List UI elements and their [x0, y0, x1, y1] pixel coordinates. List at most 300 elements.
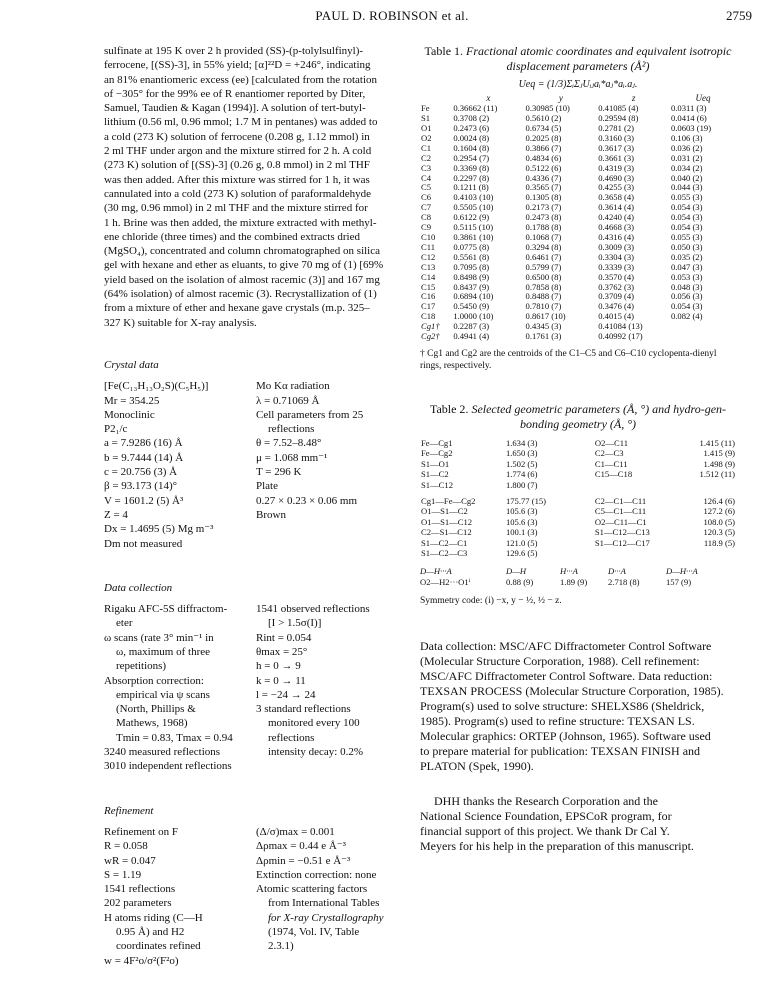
table-cell: 0.1068 (7) — [525, 231, 562, 242]
text-line: Samuel, Taudien & Kagan (1994)]. A solution of tert-butyl- — [104, 102, 366, 115]
table2-title: Selected geometric parameters (Å, °) and hydro-gen-bonding geometry (Å, °) — [471, 401, 727, 431]
table-cell: 0.2473 (8) — [525, 212, 562, 223]
table-cell: 0.7858 (8) — [525, 281, 562, 292]
text-line: to prepare material for publication: TEXSAN FINISH and — [420, 743, 701, 758]
text-line: National Science Foundation, EPSCoR program, for — [420, 808, 672, 823]
table-cell: 0.8498 (9) — [453, 271, 490, 282]
text-line: (273 K) solution of [(SS)-3] (0.26 g, 0.8 mmol) in 2 ml THF — [104, 159, 370, 172]
table-row — [420, 493, 736, 506]
bond-label: C5—C1—C11 — [594, 506, 647, 517]
refinement-item: Refinement on F — [104, 825, 178, 838]
table-cell: 0.3009 (3) — [598, 241, 635, 252]
bond-value: 1.774 (6) — [505, 469, 538, 480]
bond-label: Fe—Cg1 — [421, 437, 453, 448]
atom-label: C7 — [421, 202, 432, 213]
bond-label: C1—C11 — [594, 458, 628, 469]
table-cell: 0.1761 (3) — [525, 331, 562, 342]
collection-item: 3010 independent reflections — [104, 760, 232, 773]
refinement-item: Atomic scattering factors — [256, 883, 368, 896]
table1-caption — [420, 44, 736, 74]
collection-item: Tmin = 0.83, Tmax = 0.94 — [116, 731, 233, 744]
table1-formula: Ueq = (1/3)ΣᵢΣⱼUᵢⱼaᵢ*aⱼ*aᵢ.aⱼ. — [518, 79, 638, 90]
bond-label: S1—C2—C3 — [421, 548, 468, 559]
table-cell: 0.0603 (19) — [670, 123, 712, 134]
refinement-item: H atoms riding (C—H — [104, 911, 203, 924]
table-cell: 0.3861 (10) — [453, 231, 494, 242]
table-cell: 0.4668 (3) — [598, 222, 635, 233]
collection-item: θmax = 25° — [256, 645, 308, 658]
table-cell: 0.055 (3) — [670, 231, 703, 242]
atom-label: C16 — [421, 291, 436, 302]
crystal-item: a = 7.9286 (16) Å — [104, 437, 183, 450]
atom-label: C1 — [421, 142, 432, 153]
table-cell: 0.2473 (6) — [453, 123, 490, 134]
crystal-item: Cell parameters from 25 — [256, 408, 364, 421]
table-cell: 0.053 (3) — [670, 271, 703, 282]
atom-label: C9 — [421, 222, 432, 233]
table-cell: 0.3339 (3) — [598, 261, 635, 272]
crystal-item: V = 1601.2 (5) Å³ — [104, 494, 184, 507]
synthesis-paragraph — [104, 44, 404, 330]
table-cell: 0.2025 (8) — [525, 132, 562, 143]
text-line: ferrocene, [(SS)-3], in 55% yield; [α]²²D = +246°, indicating — [104, 59, 371, 72]
table-cell: 0.4690 (3) — [598, 172, 635, 183]
table-row — [420, 459, 736, 469]
text-line: (Molecular Structure Corporation, 1988). Cell refinement: — [420, 653, 700, 668]
atom-label: Fe — [421, 103, 430, 114]
refinement-item: wR = 0.047 — [104, 854, 156, 867]
bond-value: 105.6 (3) — [505, 506, 538, 517]
table-cell: 0.3617 (3) — [598, 142, 635, 153]
text-line: 327 K) suitable for X-ray analysis. — [104, 316, 257, 329]
table-cell: 0.6500 (8) — [525, 271, 562, 282]
table-cell: 0.8617 (10) — [525, 311, 566, 322]
table-cell: 0.2287 (3) — [453, 321, 490, 332]
table-cell: 0.41084 (13) — [598, 321, 643, 332]
table-cell: 0.031 (2) — [670, 152, 703, 163]
crystal-item: λ = 0.71069 Å — [256, 394, 320, 407]
bond-value: 127.2 (6) — [703, 506, 735, 517]
text-line: DHH thanks the Research Corporation and the — [434, 793, 658, 808]
bond-value: 1.415 (11) — [699, 437, 735, 448]
crystal-data-heading: Crystal data — [104, 358, 159, 371]
table-cell: 0.41085 (4) — [598, 103, 639, 114]
table-cell: 0.3570 (4) — [598, 271, 635, 282]
hbond-cell: O2—H2···O1ⁱ — [420, 577, 471, 588]
table-cell: 0.4345 (3) — [525, 321, 562, 332]
column-header: Ueq — [695, 93, 711, 104]
refinement-item: 0.95 Å) and H2 — [116, 926, 185, 939]
collection-item: h = 0 → 9 — [256, 660, 301, 673]
refinement-block — [104, 825, 404, 968]
text-line: of −305° for the 99% ee of R enantiomer reported by Diter, — [104, 87, 366, 100]
table-cell: 0.5505 (10) — [453, 202, 494, 213]
table-cell: 0.055 (3) — [670, 192, 703, 203]
refinement-item: Δρmax = 0.44 e Å⁻³ — [256, 840, 346, 853]
table-cell: 0.1788 (8) — [525, 222, 562, 233]
bond-value: 175.77 (15) — [505, 495, 547, 506]
refinement-item: 1541 reflections — [104, 883, 176, 896]
table-cell — [670, 322, 736, 332]
left-column — [104, 44, 404, 968]
bond-value — [680, 548, 736, 558]
bond-value: 1.415 (9) — [703, 448, 735, 459]
table-cell: 0.5561 (8) — [453, 251, 490, 262]
table2-number: Table 2. — [429, 401, 469, 416]
atom-label: Cg1† — [421, 321, 440, 332]
text-line: gel with hexane and ether as eluants, to give 70 mg of (1) [69% — [104, 259, 384, 272]
atom-label: C11 — [421, 241, 436, 252]
crystal-data-block — [104, 379, 404, 551]
refinement-item: Extinction correction: none — [256, 868, 377, 881]
hbond-cell: 0.88 (9) — [506, 577, 534, 588]
collection-item: 3240 measured reflections — [104, 746, 221, 759]
table-cell: 0.3658 (4) — [598, 192, 635, 203]
bond-label: O2—C11 — [594, 437, 628, 448]
table-cell: 0.5610 (2) — [525, 113, 562, 124]
table-cell: 0.3160 (3) — [598, 132, 635, 143]
text-line: from a mixture of ether and hexane gave crystals (m.p. 325– — [104, 302, 370, 315]
crystal-item: Dx = 1.4695 (5) Mg m⁻³ — [104, 523, 214, 536]
table-row — [420, 480, 736, 493]
table-cell: 0.6734 (5) — [525, 123, 562, 134]
refinement-item: 202 parameters — [104, 897, 172, 910]
table1 — [420, 94, 736, 342]
bond-label: C2—C3 — [594, 448, 624, 459]
table-row — [420, 332, 736, 342]
text-line: a cold (273 K) solution of ferrocene (0.208 g, 1.12 mmol) in — [104, 130, 370, 143]
table2-caption — [420, 402, 736, 432]
table-cell: 0.3708 (2) — [453, 113, 490, 124]
table-cell: 0.054 (3) — [670, 202, 703, 213]
table-cell: 0.4336 (7) — [525, 172, 562, 183]
bond-value: 120.3 (5) — [703, 527, 735, 538]
table-cell: 0.040 (2) — [670, 172, 703, 183]
text-line: Meyers for his help in the preparation of this manuscript. — [420, 838, 694, 853]
hbond-cell: 157 (9) — [666, 577, 692, 588]
text-line: 1985). Program(s) used to refine structure: TEXSAN LS. — [420, 713, 695, 728]
table-cell: 0.1305 (8) — [525, 192, 562, 203]
table-cell: 0.3762 (3) — [598, 281, 635, 292]
bond-label — [594, 480, 680, 493]
hbond-cell: 1.89 (9) — [560, 577, 588, 588]
text-line: (MgSO₄), concentrated and column chromatographed on silica — [104, 245, 380, 258]
crystal-item: β = 93.173 (14)° — [104, 480, 178, 493]
table2-body — [420, 438, 736, 558]
crystal-item: b = 9.7444 (14) Å — [104, 451, 184, 464]
table-cell: 0.0414 (6) — [670, 113, 707, 124]
text-line: 1 h. Brine was then added, the mixture extracted with methyl- — [104, 216, 377, 229]
table-cell: 0.054 (3) — [670, 212, 703, 223]
table-cell: 0.3476 (4) — [598, 301, 635, 312]
bond-label: C2—C1—C11 — [594, 495, 647, 506]
crystal-item: reflections — [268, 423, 315, 436]
table-cell: 0.1211 (8) — [453, 182, 489, 193]
collection-item: monitored every 100 — [268, 717, 360, 730]
refinement-item: (1974, Vol. IV, Table — [268, 926, 360, 939]
text-line: Program(s) used to solve structure: SHELXS86 (Sheldrick, — [420, 698, 705, 713]
hbond-header: D—H···A — [666, 566, 698, 577]
bond-value: 1.512 (11) — [699, 469, 735, 480]
table-cell: 0.034 (2) — [670, 162, 703, 173]
bond-label: S1—C12 — [421, 479, 453, 490]
bond-value: 1.800 (7) — [505, 479, 538, 490]
table-cell: 0.4319 (3) — [598, 162, 635, 173]
text-line: lithium (0.56 ml, 0.96 mmol; 1.7 M in pentanes) was added to — [104, 116, 378, 129]
right-column — [420, 44, 736, 854]
data-collection-heading: Data collection — [104, 581, 173, 594]
table-cell: 0.0311 (3) — [670, 103, 707, 114]
table-cell: 0.2954 (7) — [453, 152, 490, 163]
atom-label: C3 — [421, 162, 432, 173]
collection-item: eter — [116, 617, 133, 630]
text-line: MSC/AFC Diffractometer Control Software. Data reduction: — [420, 668, 713, 683]
table2 — [420, 438, 736, 558]
column-header: x — [486, 93, 491, 104]
table-cell: 0.106 (3) — [670, 132, 703, 143]
text-line: an 81% enantiomeric excess (ee) [calculated from the rotation — [104, 73, 378, 86]
table-row — [420, 517, 736, 527]
atom-label: C10 — [421, 231, 436, 242]
table-cell: 0.6122 (9) — [453, 212, 490, 223]
collection-item: ω scans (rate 3° min⁻¹ in — [104, 631, 214, 644]
collection-item: 3 standard reflections — [256, 703, 351, 716]
table-cell: 0.0024 (8) — [453, 132, 490, 143]
table-cell: 0.2781 (2) — [598, 123, 635, 134]
bond-label: S1—C2—C1 — [421, 537, 468, 548]
table-cell: 0.4103 (10) — [453, 192, 494, 203]
data-collection-block — [104, 602, 404, 774]
table-cell: 0.035 (2) — [670, 251, 703, 262]
bond-label: O1—S1—C12 — [421, 516, 473, 527]
table-cell: 0.7095 (8) — [453, 261, 490, 272]
atom-label: C8 — [421, 212, 432, 223]
table-cell: 0.056 (3) — [670, 291, 703, 302]
table-cell: 0.054 (3) — [670, 301, 703, 312]
table1-number: Table 1. — [424, 44, 464, 58]
table-cell: 0.050 (3) — [670, 241, 703, 252]
table-cell: 0.5799 (7) — [525, 261, 562, 272]
table-cell: 0.8437 (9) — [453, 281, 490, 292]
table1-title: Fractional atomic coordinates and equivalent isotropic displacement parameters (Å²) — [466, 44, 732, 73]
text-line: yield based on the isolation of almost racemic (3)] and 167 mg — [104, 273, 380, 286]
atom-label: C17 — [421, 301, 436, 312]
table-cell: 0.048 (3) — [670, 281, 703, 292]
text-line: Molecular graphics: ORTEP (Johnson, 1965). Software used — [420, 728, 711, 743]
text-line: (64% isolation) of almost racemic (3). Recrystallization of (1) — [104, 288, 377, 301]
atom-label: C4 — [421, 172, 432, 183]
bond-label: O1—S1—C2 — [421, 506, 468, 517]
atom-label: C14 — [421, 271, 436, 282]
crystal-item: T = 296 K — [256, 466, 302, 479]
bond-value: 1.502 (5) — [505, 458, 538, 469]
bond-value: 129.6 (5) — [505, 548, 538, 559]
collection-item: 1541 observed reflections — [256, 603, 370, 616]
atom-label: C2 — [421, 152, 432, 163]
table-cell: 0.4834 (6) — [525, 152, 562, 163]
table-cell: 0.3661 (3) — [598, 152, 635, 163]
refinement-item: R = 0.058 — [104, 840, 148, 853]
table-cell: 0.4240 (4) — [598, 212, 635, 223]
table-cell: 0.6461 (7) — [525, 251, 562, 262]
table-cell: 0.8488 (7) — [525, 291, 562, 302]
collection-item: repetitions) — [116, 660, 167, 673]
table-row — [420, 527, 736, 537]
bond-value: 108.0 (5) — [703, 516, 735, 527]
refinement-item: 2.3.1) — [268, 940, 294, 953]
acknowledgement-paragraph — [420, 794, 736, 854]
crystal-item: P2₁/c — [104, 423, 128, 436]
table1-body — [420, 104, 736, 342]
table-cell: 0.5115 (10) — [453, 222, 494, 233]
page-number: 2759 — [726, 8, 752, 23]
crystal-item: [Fe(C₁₃H₁₃O₂S)(C₅H₅)] — [104, 380, 209, 393]
table-cell: 0.3614 (4) — [598, 202, 635, 213]
collection-item: reflections — [268, 731, 315, 744]
bond-value: 1.650 (3) — [505, 448, 538, 459]
collection-item: Rigaku AFC-5S diffractom- — [104, 603, 228, 616]
collection-item: [I > 1.5σ(I)] — [268, 617, 322, 630]
column-header: z — [631, 93, 636, 104]
crystal-item: μ = 1.068 mm⁻¹ — [256, 451, 328, 464]
table-cell: 0.4255 (3) — [598, 182, 635, 193]
text-line: sulfinate at 195 K over 2 h provided (SS)-(p-tolylsulfinyl)- — [104, 45, 364, 57]
bond-label: S1—C12—C13 — [594, 527, 650, 538]
refinement-heading: Refinement — [104, 804, 154, 817]
table-row — [420, 548, 736, 558]
text-line: cannulated into a cold (273 K) solution of paraformaldehyde — [104, 187, 371, 200]
atom-label: C13 — [421, 261, 436, 272]
table-row — [420, 506, 736, 516]
refinement-item: Δρmin = −0.51 e Å⁻³ — [256, 854, 351, 867]
text-line: 2 ml THF under argon and the mixture stirred for 2 h. A cold — [104, 145, 372, 158]
table-cell: 0.3369 (8) — [453, 162, 490, 173]
table-cell: 0.054 (3) — [670, 222, 703, 233]
table-cell: 0.082 (4) — [670, 311, 703, 322]
crystal-item: θ = 7.52–8.48° — [256, 437, 322, 450]
text-line: PLATON (Spek, 1990). — [420, 758, 534, 773]
crystal-item: Brown — [256, 508, 286, 521]
table-cell: 0.1604 (8) — [453, 142, 490, 153]
table-cell: 0.0775 (8) — [453, 241, 490, 252]
bond-value: 118.9 (5) — [703, 537, 735, 548]
table-cell: 0.047 (3) — [670, 261, 703, 272]
text-line: ene chloride (three times) and the combined extracts dried — [104, 230, 360, 243]
crystal-item: Mo Kα radiation — [256, 380, 330, 393]
collection-item: k = 0 → 11 — [256, 674, 306, 687]
table-cell: 0.3709 (4) — [598, 291, 635, 302]
atom-label: S1 — [421, 113, 431, 124]
atom-label: O2 — [421, 132, 432, 143]
table-row — [420, 538, 736, 548]
table-cell: 0.3565 (7) — [525, 182, 562, 193]
table-cell: 0.5450 (9) — [453, 301, 490, 312]
hbond-table — [420, 566, 736, 588]
refinement-item: (Δ/σ)max = 0.001 — [256, 825, 335, 838]
refinement-item: from International Tables — [268, 897, 380, 910]
collection-item: l = −24 → 24 — [256, 688, 316, 701]
bond-label: C2—S1—C12 — [421, 527, 472, 538]
bond-value: 105.6 (3) — [505, 516, 538, 527]
hbond-header: D—H — [506, 566, 527, 577]
bond-label: Cg1—Fe—Cg2 — [421, 495, 476, 506]
table-cell: 0.3304 (3) — [598, 251, 635, 262]
atom-label: O1 — [421, 123, 432, 134]
column-header: y — [558, 93, 563, 104]
table-row — [420, 448, 736, 458]
table-cell: 0.036 (2) — [670, 142, 703, 153]
table-cell: 0.2173 (7) — [525, 202, 562, 213]
atom-label: C5 — [421, 182, 432, 193]
crystal-item: Plate — [256, 480, 278, 493]
table-row — [420, 469, 736, 479]
table-cell: 0.7810 (7) — [525, 301, 562, 312]
atom-label: Cg2† — [421, 331, 440, 342]
crystal-item: Monoclinic — [104, 408, 155, 421]
table-cell: 0.36662 (11) — [453, 103, 498, 114]
text-line: (30 mg, 0.96 mmol) in 2 ml THF and the mixture stirred for — [104, 202, 368, 215]
bond-label: C15—C18 — [594, 469, 633, 480]
table-cell: 1.0000 (10) — [453, 311, 494, 322]
atom-label: C6 — [421, 192, 432, 203]
bond-label: Fe—Cg2 — [421, 448, 453, 459]
table-cell — [670, 332, 736, 342]
bond-value: 100.1 (3) — [505, 527, 538, 538]
bond-value — [680, 480, 736, 493]
table-cell: 0.40992 (17) — [598, 331, 643, 342]
table-cell: 0.4941 (4) — [453, 331, 490, 342]
atom-label: C18 — [421, 311, 436, 322]
bond-value: 126.4 (6) — [703, 495, 735, 506]
collection-item: ω, maximum of three — [116, 645, 210, 658]
table-cell: 0.4316 (4) — [598, 231, 635, 242]
hbond-header: D—H···A — [420, 566, 452, 577]
table-cell: 0.4015 (4) — [598, 311, 635, 322]
bond-value: 121.0 (5) — [505, 537, 538, 548]
software-paragraph — [420, 639, 736, 774]
collection-item: intensity decay: 0.2% — [268, 746, 364, 759]
collection-item: empirical via ψ scans — [116, 688, 210, 701]
table-row — [420, 438, 736, 448]
crystal-item: Mr = 354.25 — [104, 394, 160, 407]
crystal-item: Z = 4 — [104, 508, 128, 521]
table-cell: 0.2297 (8) — [453, 172, 490, 183]
symmetry-code: Symmetry code: (i) −x, y − ½, ½ − z. — [420, 596, 562, 607]
collection-item: Mathews, 1968) — [116, 717, 188, 730]
collection-item: Absorption correction: — [104, 674, 204, 687]
bond-label: S1—C12—C17 — [594, 537, 650, 548]
table-cell: 0.29594 (8) — [598, 113, 639, 124]
refinement-item: coordinates refined — [116, 940, 201, 953]
bond-value: 1.634 (3) — [505, 437, 538, 448]
crystal-item: c = 20.756 (3) Å — [104, 466, 178, 479]
bond-label: S1—O1 — [421, 458, 450, 469]
table1-footnote: † Cg1 and Cg2 are the centroids of the C1–C5 and C6–C10 cyclopenta-dienyl rings, respectively. — [420, 348, 717, 371]
text-line: Data collection: MSC/AFC Diffractometer Control Software — [420, 638, 712, 653]
text-line: was then added. After this mixture was stirred for 1 h, it was — [104, 173, 370, 186]
hbond-header: H···A — [560, 566, 578, 577]
bond-label: O2—C11—C1 — [594, 516, 647, 527]
text-line: TEXSAN PROCESS (Molecular Structure Corporation, 1985). — [420, 683, 724, 698]
running-title: PAUL D. ROBINSON et al. — [315, 8, 469, 23]
crystal-item: Dm not measured — [104, 537, 183, 550]
text-line: financial support of this project. We thank Dr Cal Y. — [420, 823, 670, 838]
table-cell: 0.3294 (8) — [525, 241, 562, 252]
refinement-item: for X-ray Crystallography — [268, 911, 384, 924]
atom-label: C15 — [421, 281, 436, 292]
table-cell: 0.3866 (7) — [525, 142, 562, 153]
table-cell: 0.6894 (10) — [453, 291, 494, 302]
